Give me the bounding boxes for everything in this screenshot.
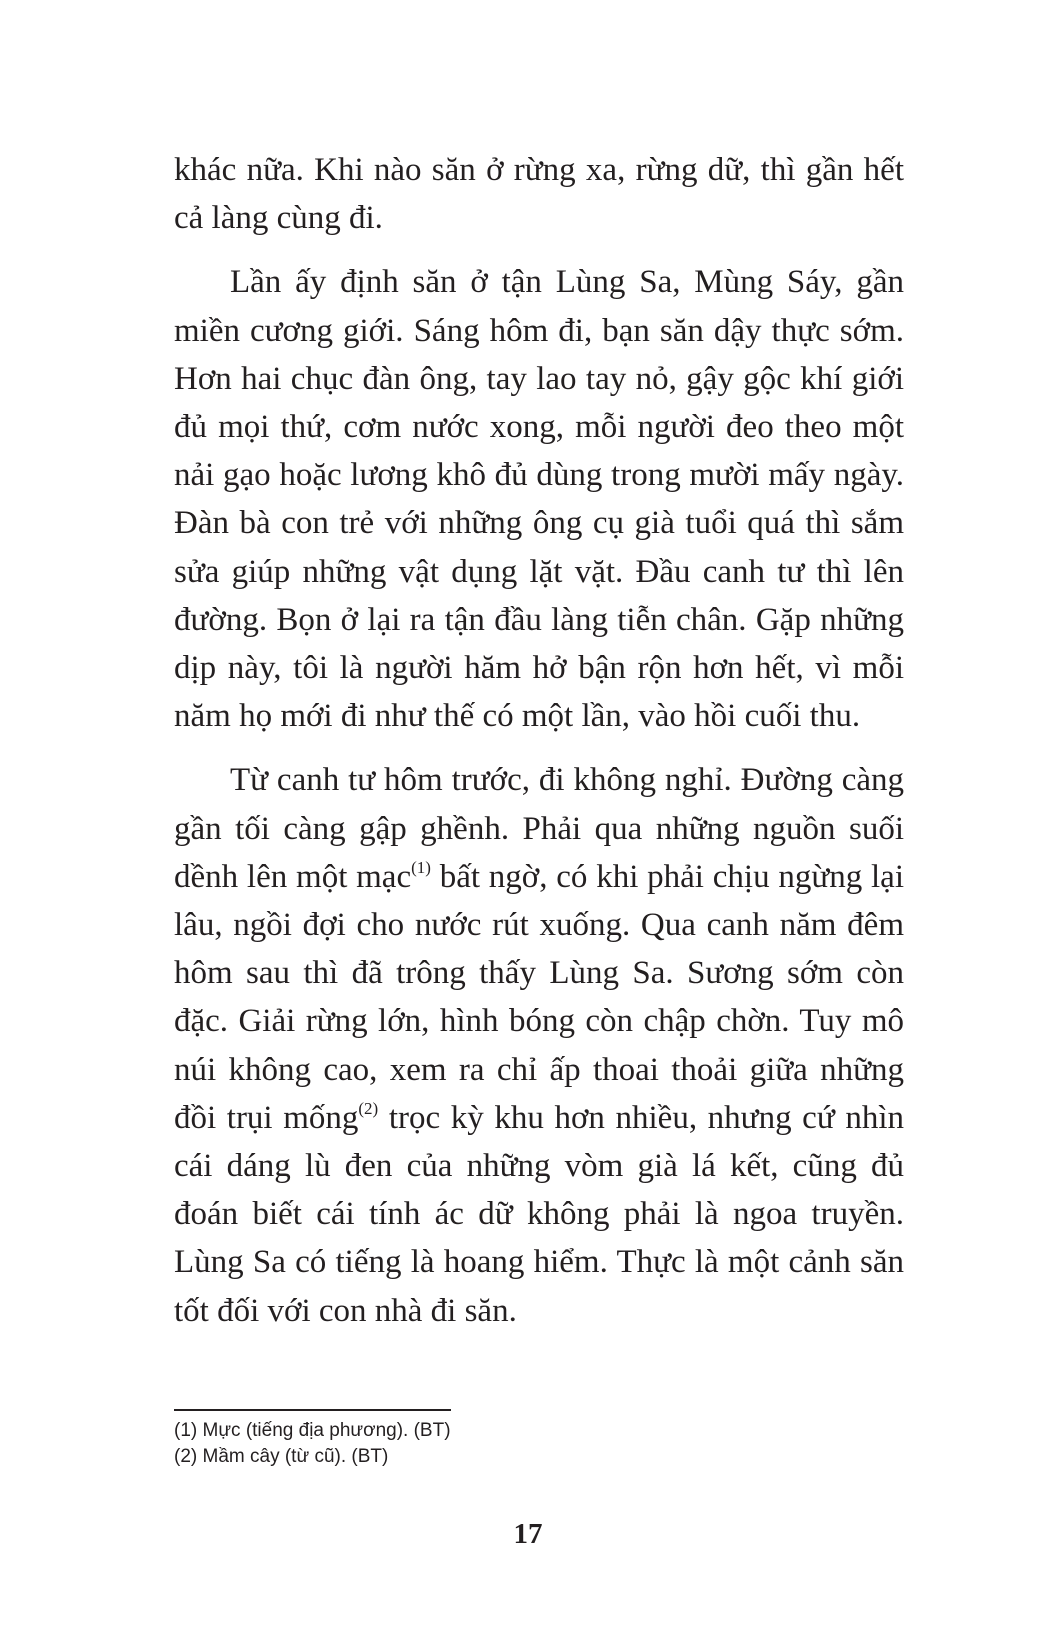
footnote-divider xyxy=(174,1409,451,1411)
body-text xyxy=(174,146,904,1335)
footnote-ref-1: (1) xyxy=(411,857,431,877)
paragraph-1-text: khác nữa. Khi nào săn ở rừng xa, rừng dữ, thì gần hết cả làng cùng đi. xyxy=(174,152,904,237)
paragraph-3 xyxy=(174,756,904,1334)
paragraph-3-text-part-2: bất ngờ, có khi phải chịu ngừng lại lâu, ngồi đợi cho nước rút xuống. Qua canh năm đêm hôm sau thì đã trông thấy Lùng Sa. Sương sớm còn đặc. Giải rừng lớn, hình bóng còn chập chờn. Tuy mô núi không cao, xem ra chỉ ấp thoai thoải giữa những đồi trụi mống xyxy=(174,858,904,1136)
footnote-2: (2) Mầm cây (từ cũ). (BT) xyxy=(174,1446,389,1467)
footnotes xyxy=(174,1418,774,1470)
page-number: 17 xyxy=(513,1518,543,1550)
paragraph-2 xyxy=(174,258,904,740)
paragraph-1 xyxy=(174,146,904,242)
paragraph-2-text: Lần ấy định săn ở tận Lùng Sa, Mùng Sáy, gần miền cương giới. Sáng hôm đi, bạn săn dậy thực sớm. Hơn hai chục đàn ông, tay lao tay nỏ, gậy gộc khí giới đủ mọi thứ, cơm nước xong, mỗi người đeo theo một nải gạo hoặc lương khô đủ dùng trong mười mấy ngày. Đàn bà con trẻ với những ông cụ già tuổi quá thì sắm sửa giúp những vật dụng lặt vặt. Đầu canh tư thì lên đường. Bọn ở lại ra tận đầu làng tiễn chân. Gặp những dịp này, tôi là người hăm hở bận rộn hơn hết, vì mỗi năm họ mới đi như thế có một lần, vào hồi cuối thu. xyxy=(174,264,904,735)
paragraph-3-text-part-1: Từ canh tư hôm trước, đi không nghỉ. Đường càng gần tối càng gập ghềnh. Phải qua những nguồn suối dềnh lên một mạc xyxy=(174,762,904,895)
paragraph-3-text-part-3: trọc kỳ khu hơn nhiều, nhưng cứ nhìn cái dáng lù đen của những vòm già lá kết, cũng đủ đoán biết cái tính ác dữ không phải là ngoa truyền. Lùng Sa có tiếng là hoang hiểm. Thực là một cảnh săn tốt đối với con nhà đi săn. xyxy=(174,1099,904,1329)
footnote-ref-2: (2) xyxy=(358,1098,379,1118)
footnote-1: (1) Mực (tiếng địa phương). (BT) xyxy=(174,1420,451,1441)
